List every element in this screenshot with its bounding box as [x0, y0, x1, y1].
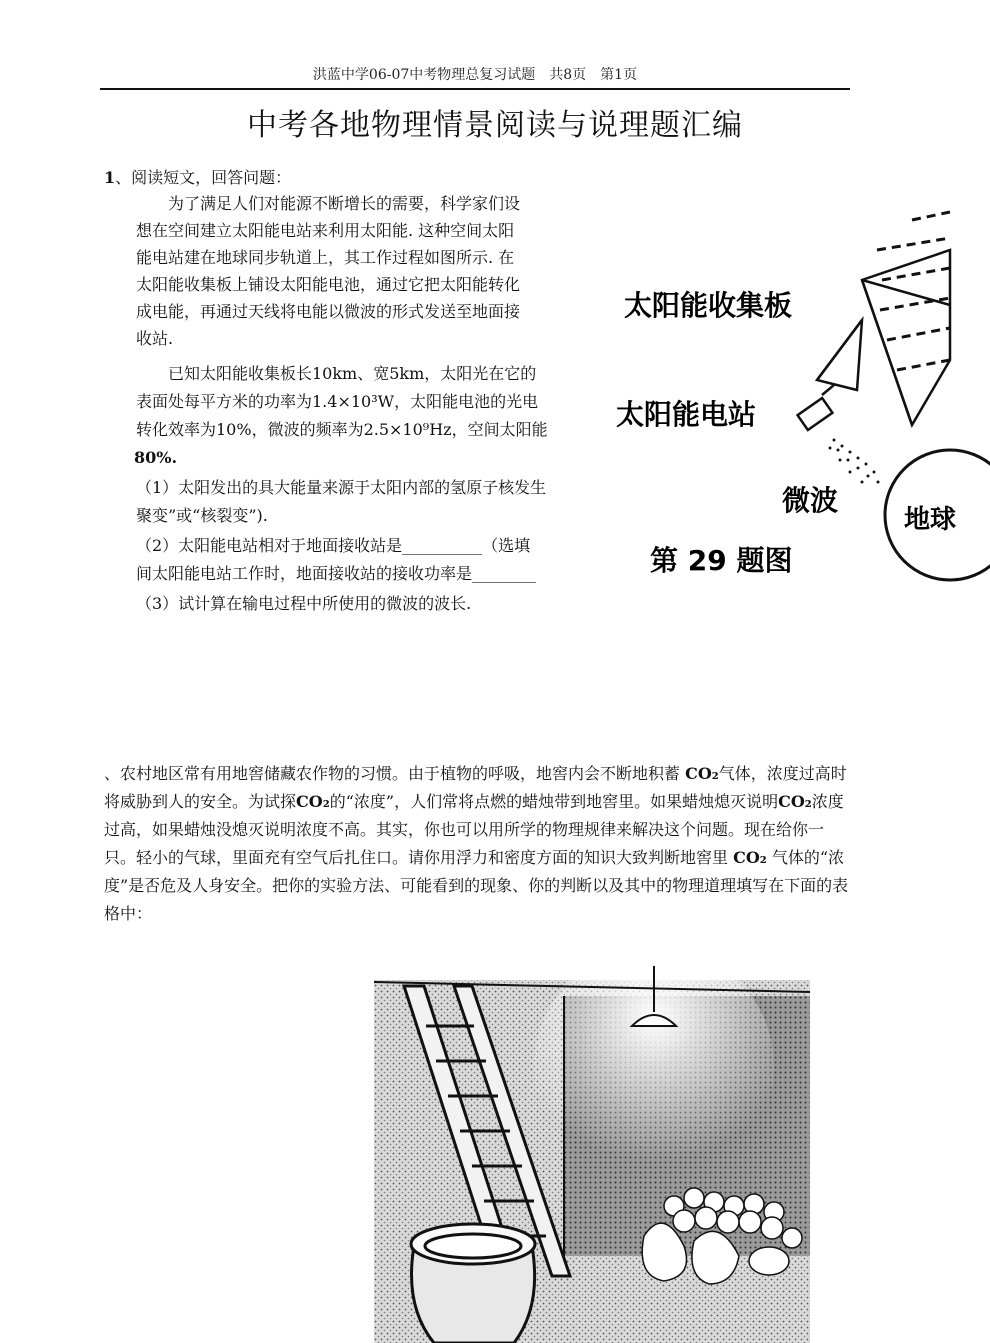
subquestion-1-continued: 聚变”或“核裂变”). — [136, 506, 268, 525]
label-station: 太阳能电站 — [616, 398, 757, 431]
paragraph-line: 能电站建在地球同步轨道上，其工作过程如图所示. 在 — [136, 248, 515, 267]
co2-formula: CO₂ — [685, 764, 719, 783]
figure-caption: 第 29 题图 — [650, 544, 793, 577]
sunlight-rays — [877, 212, 950, 370]
q2-text: 浓度过高，如果蜡烛没熄灭说明浓度不高。其实，你也可以用所学的物理规律来解决这个问题。现在给你一只。轻小的气球，里面充有空气后扎住口。请你用浮力和密度方面的知识大致判断地窖里 — [104, 792, 844, 867]
page-header: 洪蓝中学06-07中考物理总复习试题 共8页 第1页 — [100, 64, 850, 90]
q2-text: 、农村地区常有用地窖储藏农作物的习惯。由于植物的呼吸，地窖内会不断地积蓄 — [104, 764, 686, 783]
paragraph-line: 收站. — [136, 329, 174, 348]
storage-jar — [411, 1224, 535, 1343]
label-microwave: 微波 — [782, 484, 839, 517]
label-earth: 地球 — [904, 505, 957, 535]
label-collector: 太阳能收集板 — [624, 289, 793, 322]
question-prompt: 、阅读短文，回答问题： — [115, 168, 292, 187]
co2-formula: CO₂ — [778, 792, 812, 811]
microwave-beam — [829, 439, 880, 484]
paragraph-line: 表面处每平方米的功率为1.4×10³W，太阳能电池的光电 — [136, 392, 539, 411]
subquestion-2-continued: 间太阳能电站工作时，地面接收站的接收功率是________ — [136, 564, 537, 583]
question-number: 1 — [104, 168, 116, 187]
q2-text: 的“浓度”，人们常将点燃的蜡烛带到地窖里。如果蜡烛熄灭说明 — [329, 792, 779, 811]
subquestion-1: （1）太阳发出的具大能量来源于太阳内部的氢原子核发生 — [136, 478, 547, 497]
solar-station-figure — [612, 210, 957, 600]
page-title: 中考各地物理情景阅读与说理题汇编 — [247, 108, 743, 143]
paragraph-line: 太阳能收集板上铺设太阳能电池，通过它把太阳能转化 — [136, 275, 521, 294]
vegetable-pile — [642, 1188, 802, 1284]
paragraph-line: 80%. — [134, 448, 178, 467]
paragraph-line: 为了满足人们对能源不断增长的需要，科学家们设 — [168, 194, 521, 213]
question-1-heading — [104, 165, 291, 188]
subquestion-3: （3）试计算在输电过程中所使用的微波的波长. — [136, 594, 472, 613]
q2-text: 气体的“浓度”是否危及人身安全。把你的实验方法、可能看到的现象、你的判断以及其中的物理道理填写在下面的表格中： — [104, 848, 849, 923]
station-antenna — [798, 320, 862, 430]
q2-text: 气体，浓度过高时将威胁到人的安全。为试探 — [104, 764, 847, 811]
co2-formula: CO₂ — [296, 792, 330, 811]
question-2-text — [104, 760, 849, 928]
co2-formula: CO₂ — [733, 848, 767, 867]
paragraph-line: 想在空间建立太阳能电站来利用太阳能. 这种空间太阳 — [136, 221, 515, 240]
paragraph-line: 转化效率为10%，微波的频率为2.5×10⁹Hz，空间太阳能 — [136, 420, 548, 439]
subquestion-2: （2）太阳能电站相对于地面接收站是__________（选填 — [136, 536, 531, 555]
paragraph-line: 已知太阳能收集板长10km、宽5km，太阳光在它的 — [168, 364, 537, 383]
cellar-figure — [374, 966, 810, 1343]
paragraph-line: 成电能，再通过天线将电能以微波的形式发送至地面接 — [136, 302, 521, 321]
